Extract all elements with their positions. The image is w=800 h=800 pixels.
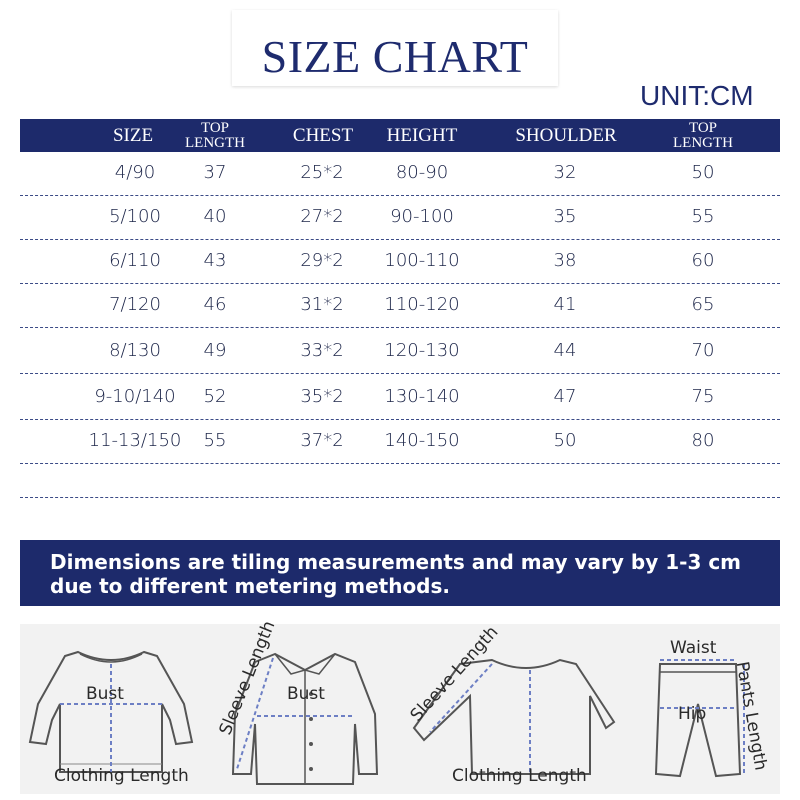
column-header-height-text: HEIGHT: [386, 124, 458, 146]
cell-top-length: 49: [203, 340, 227, 361]
cell-top-length: 40: [203, 206, 227, 227]
cell-chest: 27*2: [300, 206, 344, 227]
table-row: [20, 376, 780, 420]
cell-chest: 35*2: [300, 386, 344, 407]
cell-size: 5/100: [109, 206, 161, 227]
cell-top-length: 52: [203, 386, 227, 407]
cell-top-length-2: 80: [691, 430, 715, 451]
page-title: SIZE CHART: [261, 31, 529, 82]
cell-chest: 29*2: [300, 250, 344, 271]
cell-top-length-2: 55: [691, 206, 715, 227]
cell-top-length-2: 50: [691, 162, 715, 183]
column-header-top-length-2-line2: LENGTH: [673, 134, 733, 151]
raglan-sleeve-length-label: Sleeve Length: [406, 622, 503, 726]
cell-size: 7/120: [109, 294, 161, 315]
cell-top-length: 55: [203, 430, 227, 451]
cell-size: 4/90: [114, 162, 156, 183]
cell-chest: 25*2: [300, 162, 344, 183]
cell-height: 140-150: [384, 430, 460, 451]
column-header-top-length-2: [658, 119, 748, 152]
column-header-chest-text: CHEST: [292, 124, 354, 146]
measurement-note: [20, 540, 780, 606]
cell-shoulder: 41: [553, 294, 577, 315]
column-header-shoulder-text: SHOULDER: [515, 124, 617, 146]
cell-chest: 37*2: [300, 430, 344, 451]
cell-height: 100-110: [384, 250, 460, 271]
pants-length-label: Pants Length: [731, 659, 771, 773]
cell-top-length: 43: [203, 250, 227, 271]
cell-top-length: 37: [203, 162, 227, 183]
column-header-top-length-line1: TOP: [200, 119, 230, 136]
column-header-size-text: SIZE: [112, 124, 154, 146]
pants-illustration: [640, 624, 780, 798]
clothing-length-label: Clothing Length: [54, 766, 189, 786]
cell-height: 80-90: [395, 162, 449, 183]
table-divider: [20, 497, 780, 498]
cell-size: 11-13/150: [88, 430, 182, 451]
cell-size: 8/130: [109, 340, 161, 361]
cell-shoulder: 38: [553, 250, 577, 271]
cell-height: 130-140: [384, 386, 460, 407]
cell-top-length-2: 70: [691, 340, 715, 361]
table-row: [20, 240, 780, 284]
column-header-chest: [278, 119, 368, 152]
column-header-top-length-line2: LENGTH: [185, 134, 245, 151]
cell-chest: 31*2: [300, 294, 344, 315]
cell-shoulder: 50: [553, 430, 577, 451]
cell-height: 110-120: [384, 294, 460, 315]
bust-label: Bust: [86, 684, 124, 704]
cell-shoulder: 47: [553, 386, 577, 407]
unit-label: UNIT:CM: [640, 80, 754, 111]
cell-height: 90-100: [390, 206, 454, 227]
table-row: [20, 284, 780, 328]
sleeve-length-label: Sleeve Length: [215, 618, 280, 738]
raglan-illustration: [400, 624, 615, 798]
sweater-illustration: [20, 624, 200, 798]
cell-top-length-2: 65: [691, 294, 715, 315]
cell-size: 9-10/140: [94, 386, 176, 407]
shirt-bust-label: Bust: [287, 684, 325, 704]
column-header-size: [88, 119, 178, 152]
cell-size: 6/110: [109, 250, 161, 271]
table-row: [20, 152, 780, 196]
note-line-1: Dimensions are tiling measurements and may vary by 1-3 cm: [50, 550, 742, 574]
waist-label: Waist: [670, 638, 717, 658]
column-header-top-length-2-line1: TOP: [688, 119, 718, 136]
cell-shoulder: 35: [553, 206, 577, 227]
table-row: [20, 330, 780, 374]
cell-height: 120-130: [384, 340, 460, 361]
hip-label: Hip: [678, 704, 707, 724]
table-header: [20, 119, 780, 152]
raglan-clothing-length-label: Clothing Length: [452, 766, 587, 786]
shirt-illustration: [195, 618, 385, 798]
column-header-height: [372, 119, 472, 152]
column-header-shoulder: [498, 119, 634, 152]
cell-top-length-2: 60: [691, 250, 715, 271]
cell-chest: 33*2: [300, 340, 344, 361]
cell-shoulder: 32: [553, 162, 577, 183]
note-line-2: due to different metering methods.: [50, 574, 450, 598]
cell-shoulder: 44: [553, 340, 577, 361]
column-header-top-length: [170, 119, 260, 152]
cell-top-length-2: 75: [691, 386, 715, 407]
cell-top-length: 46: [203, 294, 227, 315]
table-row: [20, 420, 780, 464]
table-row: [20, 196, 780, 240]
